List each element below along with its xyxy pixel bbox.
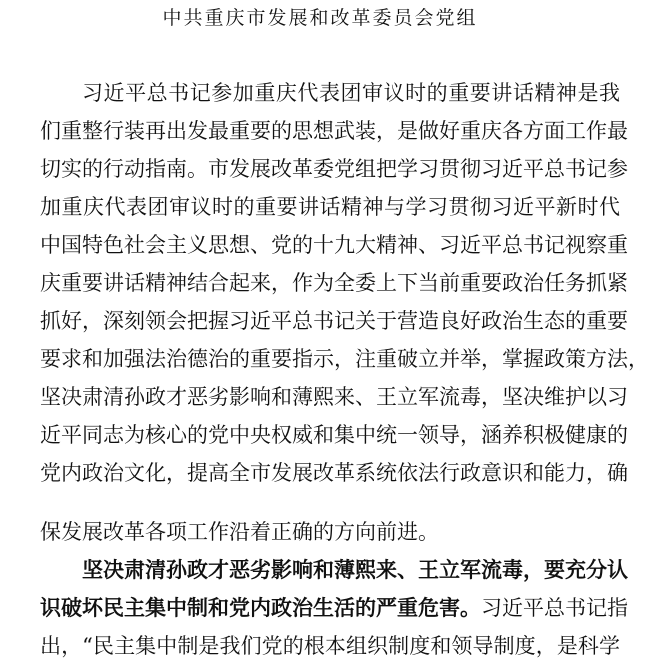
- paragraph-1-line: 抓好，深刻领会把握习近平总书记关于营造良好政治生态的重要: [40, 309, 628, 333]
- paragraph-1-line: 庆重要讲话精神结合起来，作为全委上下当前重要政治任务抓紧: [40, 271, 628, 295]
- document-title: 中共重庆市发展和改革委员会党组: [162, 7, 478, 29]
- paragraph-2-bold-text: 识破坏民主集中制和党内政治生活的严重危害。: [40, 595, 481, 620]
- paragraph-1-line: 切实的行动指南。市发展改革委党组把学习贯彻习近平总书记参: [40, 157, 628, 181]
- paragraph-1-line: 加重庆代表团审议时的重要讲话精神与学习贯彻习近平新时代: [40, 195, 620, 219]
- paragraph-1-line: 党内政治文化，提高全市发展改革系统依法行政意识和能力，确: [40, 461, 628, 485]
- paragraph-2-line: 坚决肃清孙政才恶劣影响和薄熙来、王立军流毒，要充分认: [82, 557, 628, 582]
- paragraph-2-normal-text: 习近平总书记指: [481, 596, 628, 620]
- paragraph-2-line: [40, 590, 628, 626]
- paragraph-1-tail: 保发展改革各项工作沿着正确的方向前进。: [40, 520, 439, 544]
- paragraph-1-line: 中国特色社会主义思想、党的十九大精神、习近平总书记视察重: [40, 233, 628, 257]
- paragraph-2-line-cut: 出，“民主集中制是我们党的根本组织制度和领导制度，是科学: [40, 634, 620, 658]
- paragraph-1-line: 坚决肃清孙政才恶劣影响和薄熙来、王立军流毒，坚决维护以习: [40, 385, 628, 409]
- paragraph-1-line: 要求和加强法治德治的重要指示，注重破立并举，掌握政策方法，: [40, 347, 649, 371]
- paragraph-1-line: 习近平总书记参加重庆代表团审议时的重要讲话精神是我: [82, 81, 620, 105]
- paragraph-1-line: 们重整行装再出发最重要的思想武装，是做好重庆各方面工作最: [40, 119, 628, 143]
- paragraph-1-line: 近平同志为核心的党中央权威和集中统一领导，涵养积极健康的: [40, 423, 628, 447]
